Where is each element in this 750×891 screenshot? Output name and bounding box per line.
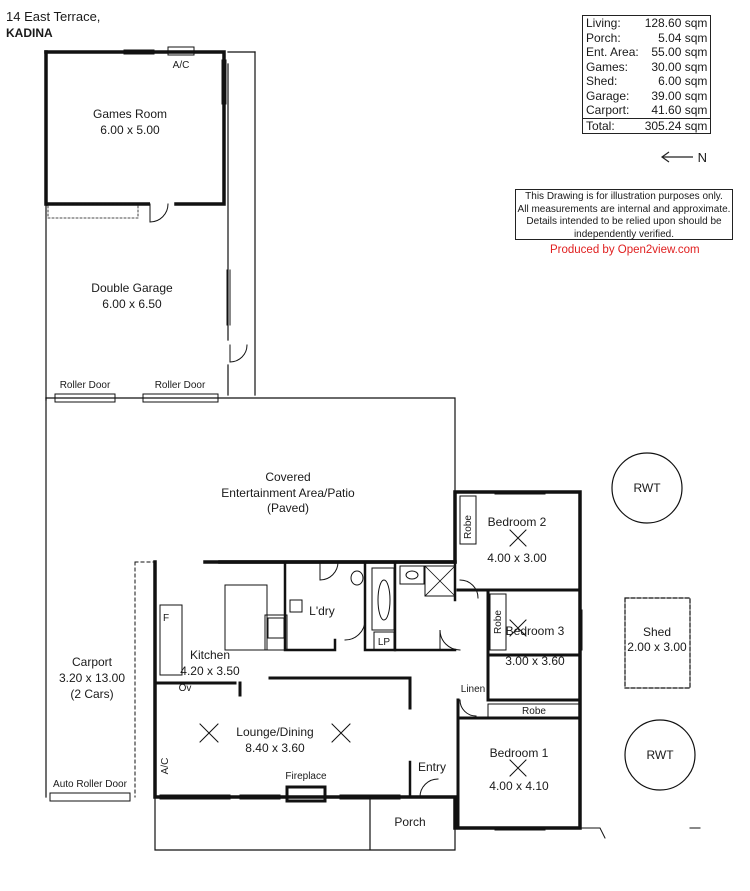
area-value: 30.00 sqm (651, 59, 708, 74)
suburb-label: KADINA (6, 26, 53, 40)
games-room-dims: 6.00 x 5.00 (100, 123, 160, 137)
kitchen-name: Kitchen (189, 648, 231, 662)
robe-label-bed2: Robe (463, 515, 474, 539)
area-value: 6.00 sqm (658, 74, 708, 88)
bedroom-1-name: Bedroom 1 (489, 746, 549, 760)
area-value: 5.04 sqm (658, 30, 708, 45)
bedroom-2-name: Bedroom 2 (487, 515, 547, 529)
disclaimer-line-3: Details intended to be relied upon should be (526, 216, 722, 227)
robe-label-bed1: Robe (522, 706, 546, 717)
oven-label: Ov (178, 683, 192, 694)
rwt-label-2: RWT (646, 748, 674, 762)
fridge-label: F (162, 613, 170, 624)
area-value: 41.60 sqm (651, 103, 708, 117)
area-label: Garage: (586, 88, 630, 103)
garage-name: Double Garage (91, 281, 173, 295)
laundry-name: L'dry (309, 604, 335, 618)
shed-name: Shed (642, 625, 672, 639)
area-value: 55.00 sqm (651, 45, 708, 59)
auto-roller-door-label: Auto Roller Door (53, 779, 127, 790)
lounge-dims: 8.40 x 3.60 (245, 741, 305, 755)
linen-press-label: LP (377, 637, 391, 648)
area-label: Porch: (586, 30, 621, 45)
area-label: Carport: (586, 103, 630, 117)
carport-name: Carport (71, 655, 113, 669)
disclaimer-line-4: independently verified. (573, 228, 675, 240)
games-room-name: Games Room (92, 107, 168, 121)
ac-label-games: A/C (172, 60, 190, 71)
producer-credit: Produced by Open2view.com (550, 244, 700, 256)
kitchen-dims: 4.20 x 3.50 (180, 664, 240, 678)
shed-dims: 2.00 x 3.00 (627, 640, 687, 654)
area-total-label: Total: (583, 118, 642, 134)
porch-name: Porch (394, 815, 426, 829)
roller-door-label-1: Roller Door (59, 380, 111, 391)
lounge-name: Lounge/Dining (236, 725, 314, 739)
ac-label-lounge: A/C (160, 757, 171, 775)
robe-label-bed3: Robe (493, 610, 504, 634)
carport-dims: 3.20 x 13.00 (58, 671, 126, 685)
bedroom-1-dims: 4.00 x 4.10 (489, 779, 549, 793)
patio-line-3: (Paved) (266, 501, 310, 515)
carport-note: (2 Cars) (70, 687, 114, 701)
area-total-value: 305.24 sqm (642, 118, 711, 134)
fireplace-label: Fireplace (285, 771, 327, 782)
entry-name: Entry (417, 760, 447, 774)
bedroom-3-name: Bedroom 3 (505, 624, 565, 638)
area-value: 128.60 sqm (644, 16, 708, 30)
area-label: Shed: (586, 74, 618, 88)
north-label: N (697, 150, 708, 165)
rwt-label-1: RWT (633, 481, 661, 495)
garage-dims: 6.00 x 6.50 (102, 297, 162, 311)
linen-name: Linen (460, 684, 486, 695)
roller-door-label-2: Roller Door (154, 380, 206, 391)
bedroom-2-dims: 4.00 x 3.00 (487, 551, 547, 565)
area-value: 39.00 sqm (651, 88, 708, 103)
address-line: 14 East Terrace, (6, 9, 101, 24)
area-label: Ent. Area: (586, 45, 639, 59)
disclaimer-line-1: This Drawing is for illustration purposes only. (525, 191, 723, 202)
area-label: Games: (586, 59, 629, 74)
bedroom-3-dims: 3.00 x 3.60 (505, 654, 565, 668)
area-label: Living: (586, 16, 621, 30)
patio-line-1: Covered (265, 470, 311, 484)
disclaimer-line-2: All measurements are internal and approximate. (517, 203, 731, 215)
patio-line-2: Entertainment Area/Patio (221, 486, 355, 500)
